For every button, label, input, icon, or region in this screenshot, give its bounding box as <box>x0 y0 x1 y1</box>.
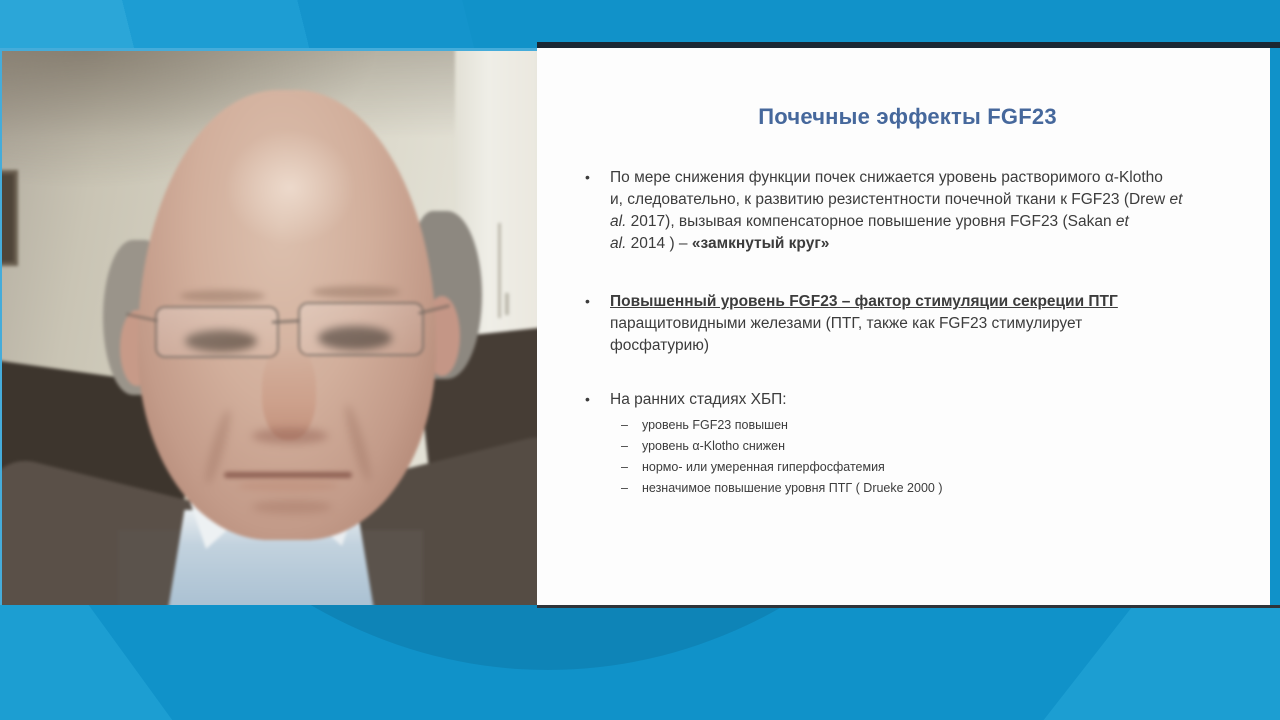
sub-bullet <box>621 478 1232 499</box>
presentation-slide <box>537 48 1270 605</box>
glasses-lens-right <box>298 302 424 356</box>
sub-bullet-text: уровень FGF23 повышен <box>642 418 788 432</box>
webcam-edge-highlight-top <box>0 48 537 51</box>
background-arc-shape <box>28 605 1068 670</box>
slide-title: Почечные эффекты FGF23 <box>758 104 1057 129</box>
bullet-text <box>610 291 1232 357</box>
text-segment: et <box>1115 213 1129 230</box>
speaker-mouth <box>224 472 352 478</box>
text-segment: et <box>1169 191 1183 208</box>
nose-shadow <box>252 428 328 444</box>
slide-bullet <box>583 167 1232 255</box>
sub-bullet <box>621 415 1232 436</box>
speaker-eyebrow-right <box>312 286 400 298</box>
text-segment: 2017), вызывая компенсаторное повышение уровня FGF23 (Sakan <box>626 213 1116 230</box>
text-segment: и, следовательно, к развитию резистентности почечной ткани к FGF23 (Drew <box>610 191 1170 208</box>
dash-marker: – <box>621 439 628 453</box>
sub-bullet <box>621 457 1232 478</box>
door-handle <box>505 293 509 315</box>
chin-shadow <box>252 500 332 514</box>
sub-bullet-list <box>610 415 1232 499</box>
bullet-text <box>610 167 1232 255</box>
webcam-edge-highlight-left <box>0 48 2 605</box>
background-corner-stripe-left <box>0 605 183 720</box>
background-corner-stripe-right <box>1039 605 1280 720</box>
text-segment: По мере снижения функции почек снижается уровень растворимого α-Klotho <box>610 169 1163 186</box>
bullet-marker: • <box>585 169 590 185</box>
slide-bullet <box>583 389 1232 499</box>
background-bottom-band <box>0 605 1280 720</box>
speaker-webcam-video <box>0 48 537 605</box>
sub-bullet-text: нормо- или умеренная гиперфосфатемия <box>642 460 885 474</box>
text-segment: 2014 ) – <box>626 235 692 252</box>
forehead-highlight <box>225 130 355 245</box>
lip-shadow <box>238 480 338 492</box>
glasses-lens-left <box>155 306 279 358</box>
dash-marker: – <box>621 460 628 474</box>
text-segment: На ранних стадиях ХБП: <box>610 391 787 408</box>
slide-bullet-list <box>583 167 1232 499</box>
dash-marker: – <box>621 418 628 432</box>
picture-frame <box>0 170 18 266</box>
door-frame-line <box>498 223 501 318</box>
text-segment: паращитовидными железами (ПТГ, также как FGF23 стимулирует <box>610 315 1083 332</box>
text-segment: Повышенный уровень FGF23 – фактор стимуляции секреции ПТГ <box>610 293 1118 310</box>
sub-bullet-text: уровень α-Klotho снижен <box>642 439 786 453</box>
text-segment: фосфатурию) <box>610 337 710 354</box>
text-segment: «замкнутый круг» <box>691 235 830 252</box>
speaker-nose <box>262 344 316 440</box>
dash-marker: – <box>621 481 628 495</box>
background-top-band <box>0 0 1280 48</box>
sub-bullet <box>621 436 1232 457</box>
bullet-text <box>610 389 1232 411</box>
speaker-eyebrow-left <box>180 290 265 302</box>
sub-bullet-text: незначимое повышение уровня ПТГ ( Drueke 2000 ) <box>642 481 943 495</box>
bullet-marker: • <box>585 391 590 407</box>
speaker-portrait <box>0 48 537 605</box>
text-segment: al. <box>610 235 627 252</box>
bullet-marker: • <box>585 293 590 309</box>
slide-bullet <box>583 291 1232 357</box>
text-segment: al. <box>610 213 627 230</box>
slide-bottom-border <box>537 605 1280 608</box>
